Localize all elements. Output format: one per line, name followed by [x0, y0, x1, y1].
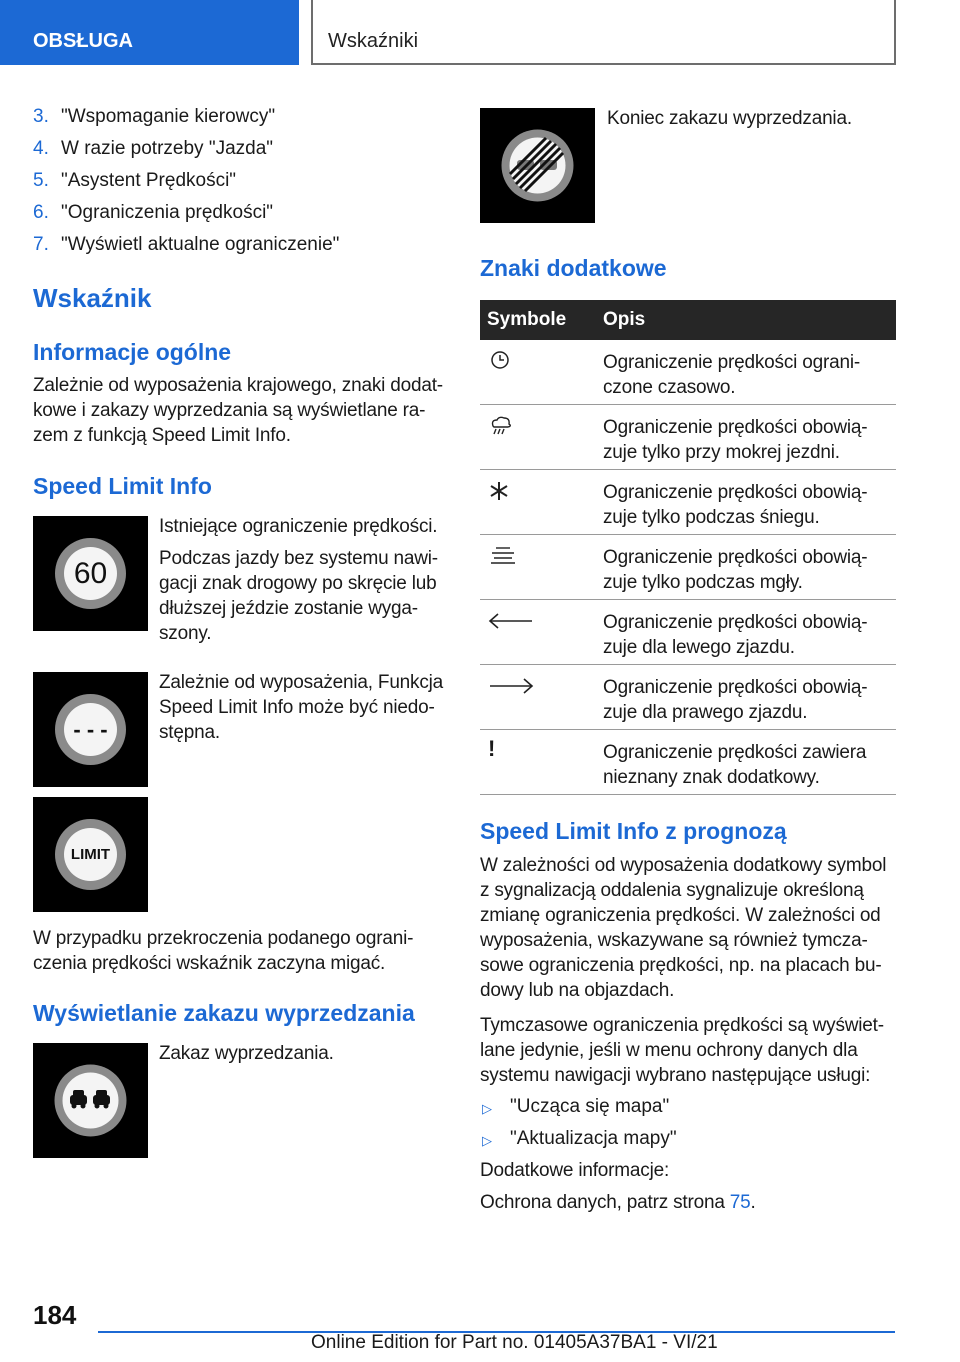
footer-edition: Online Edition for Part no. 01405A37BA1 - VI/21: [311, 1332, 718, 1353]
step-number: 7.: [33, 234, 49, 255]
forecast-text-1: W zależności od wyposażenia dodatkowy symbol z sygnalizacją oddalenia sygnalizuje określoną zmianę ograniczenia prędkości. W zależności od wyposażenia, wskazywane są również tymcza-sowe ograniczenia prędkości, np. na placach bu-dowy lub na objazdach.: [480, 855, 887, 1001]
table-cell-description: Ograniczenie prędkości ograni-czone czasowo.: [603, 352, 860, 398]
triangle-bullet-icon: ▷: [482, 1101, 492, 1116]
sli-text-equipment: Zależnie od wyposażenia, Funkcja Speed Limit Info może być niedo-stępna.: [159, 672, 444, 743]
privacy-page-link[interactable]: 75: [729, 1192, 751, 1213]
table-cell-description: Ograniczenie prędkości obowią-zuje tylko podczas mgły.: [603, 547, 868, 593]
no-overtaking-sign-image: [33, 1043, 148, 1158]
list-item: [33, 168, 448, 200]
sli-text-exceed: W przypadku przekroczenia podanego ograni-czenia prędkości wskaźnik zaczyna migać.: [33, 928, 414, 974]
sign-dash-image: [33, 672, 148, 787]
general-info-text: Zależnie od wyposażenia krajowego, znaki dodat-kowe i zakazy wyprzedzania są wyświetlane ra-zem z funkcją Speed Limit Info.: [33, 375, 443, 446]
list-item: [33, 104, 448, 136]
table-row: [480, 730, 896, 795]
bullet-text: "Ucząca się mapa": [510, 1096, 670, 1117]
sli-text-current: Istniejące ograniczenie prędkości.: [159, 516, 438, 537]
speed-sign-label: - - -: [64, 703, 117, 756]
table-cell-description: Ograniczenie prędkości obowią-zuje dla lewego zjazdu.: [603, 612, 868, 658]
more-info-label: Dodatkowe informacje:: [480, 1160, 670, 1181]
table-row: [480, 600, 896, 665]
clock-icon: [480, 340, 603, 404]
step-text: "Asystent Prędkości": [61, 170, 237, 191]
list-item: [33, 232, 448, 264]
steps-list: [33, 104, 448, 264]
step-text: W razie potrzeby "Jazda": [61, 138, 274, 159]
heading-extra-signs: Znaki dodatkowe: [480, 255, 667, 281]
heading-forecast: Speed Limit Info z prognozą: [480, 818, 787, 844]
column-header-description: Opis: [603, 309, 646, 330]
privacy-suffix: .: [750, 1192, 756, 1213]
table-row: [480, 340, 896, 405]
heading-speed-limit-info: Speed Limit Info: [33, 473, 212, 499]
column-header-symbol: Symbole: [487, 309, 567, 330]
end-no-overtaking-icon: [480, 108, 595, 223]
privacy-text: Ochrona danych, patrz strona: [480, 1192, 730, 1213]
heading-wskaznik: Wskaźnik: [33, 283, 152, 313]
table-cell-description: Ograniczenie prędkości zawiera nieznany znak dodatkowy.: [603, 742, 867, 788]
step-text: "Wspomaganie kierowcy": [61, 106, 276, 127]
no-overtaking-icon: [33, 1043, 148, 1158]
table-header: [480, 300, 896, 340]
step-number: 4.: [33, 138, 49, 159]
list-item: [33, 200, 448, 232]
list-item: [480, 1126, 896, 1158]
table-row: [480, 665, 896, 730]
sli-text-no-nav: Podczas jazdy bez systemu nawi-gacji znak drogowy po skręcie lub dłuższej jeździe zostanie wyga-szony.: [159, 548, 438, 644]
heading-overtaking: Wyświetlanie zakazu wyprzedzania: [33, 1000, 415, 1026]
triangle-bullet-icon: ▷: [482, 1133, 492, 1148]
table-row: [480, 470, 896, 535]
step-number: 6.: [33, 202, 49, 223]
speed-sign-label: LIMIT: [64, 828, 117, 881]
chapter-title: Wskaźniki: [311, 0, 896, 65]
exclamation-icon: !: [488, 736, 496, 761]
step-text: "Ograniczenia prędkości": [61, 202, 274, 223]
table-cell-description: Ograniczenie prędkości obowią-zuje tylko przy mokrej jezdni.: [603, 417, 868, 463]
page-number: 184: [33, 1300, 77, 1330]
forecast-text-2: Tymczasowe ograniczenia prędkości są wyświet-lane jedynie, jeśli w menu ochrony danych dla systemu nawigacji wybrano następujące usługi:: [480, 1015, 884, 1086]
step-text: "Wyświetl aktualne ograniczenie": [61, 234, 340, 255]
services-list: [480, 1094, 896, 1158]
table-cell-description: Ograniczenie prędkości obowią-zuje dla prawego zjazdu.: [603, 677, 868, 723]
overtaking-end-text: Koniec zakazu wyprzedzania.: [607, 108, 852, 129]
step-number: 3.: [33, 106, 49, 127]
end-no-overtaking-sign-image: [480, 108, 595, 223]
list-item: [480, 1094, 896, 1126]
list-item: [33, 136, 448, 168]
arrow-left-icon: [480, 600, 603, 664]
bullet-text: "Aktualizacja mapy": [510, 1128, 677, 1149]
speed-sign-label: 60: [64, 547, 117, 600]
overtaking-ban-text: Zakaz wyprzedzania.: [159, 1043, 334, 1064]
extra-signs-table: [480, 300, 896, 795]
table-row: [480, 405, 896, 470]
step-number: 5.: [33, 170, 49, 191]
snowflake-icon: [480, 470, 603, 534]
section-tab: OBSŁUGA: [0, 0, 299, 65]
rain-cloud-icon: [480, 405, 603, 469]
heading-general-info: Informacje ogólne: [33, 339, 232, 365]
fog-icon: [480, 535, 603, 599]
arrow-right-icon: [480, 665, 603, 729]
table-row: [480, 535, 896, 600]
sign-60-image: [33, 516, 148, 631]
table-cell-description: Ograniczenie prędkości obowią-zuje tylko podczas śniegu.: [603, 482, 868, 528]
sign-limit-image: [33, 797, 148, 912]
privacy-reference: [480, 1190, 896, 1215]
